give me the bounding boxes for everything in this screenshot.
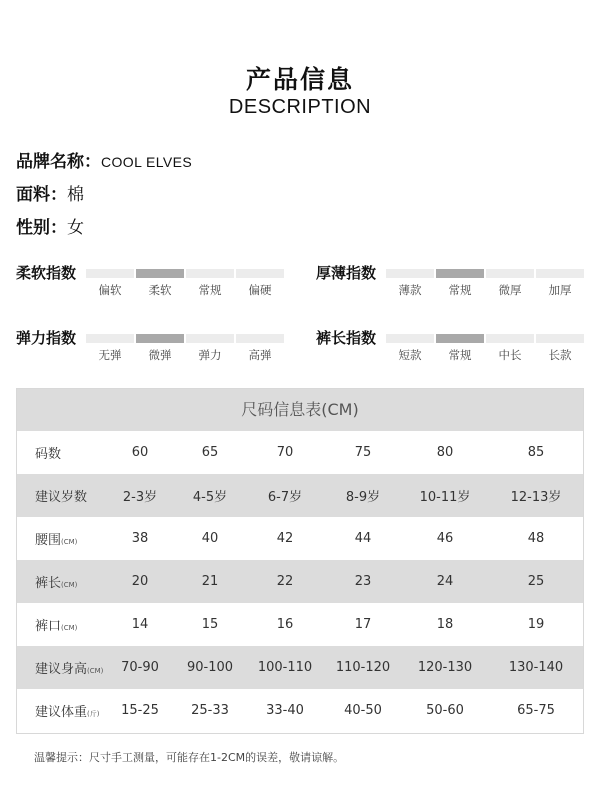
index-option: 中长 (498, 348, 522, 362)
table-row (17, 689, 583, 732)
index-label: 柔软指数 (16, 264, 77, 282)
index-option: 短款 (398, 348, 422, 362)
index-bars (86, 334, 284, 343)
table-cell: 24 (436, 574, 454, 589)
page-title-cn: 产品信息 (245, 65, 354, 94)
index-options (86, 282, 284, 298)
index-label: 厚薄指数 (316, 264, 377, 282)
index-option: 高弹 (248, 348, 272, 362)
info-gender-label: 性别： (16, 218, 67, 238)
table-cell: 130-140 (508, 660, 564, 675)
index-bar (186, 334, 234, 343)
table-cell: 21 (201, 574, 219, 589)
info-fabric-label: 面料： (16, 185, 67, 205)
table-cell: 85 (527, 445, 545, 460)
info-brand (16, 147, 192, 172)
index-bars (386, 269, 584, 278)
table-cell: 15-25 (121, 703, 159, 718)
table-cell: 2-3岁 (122, 490, 158, 505)
table-cell: 65-75 (517, 703, 555, 718)
table-cell: 120-130 (417, 660, 473, 675)
index-bar (436, 269, 484, 278)
table-cell: 16 (276, 617, 294, 632)
row-label: 腰围(CM) (35, 533, 78, 548)
table-row (17, 560, 583, 603)
info-gender (16, 213, 84, 238)
index-option: 微厚 (498, 283, 522, 297)
table-cell: 70-90 (121, 660, 159, 675)
index-option: 弹力 (198, 348, 222, 362)
table-cell: 100-110 (257, 660, 313, 675)
index-bar (86, 334, 134, 343)
index-option: 无弹 (98, 348, 122, 362)
index-bar (536, 334, 584, 343)
index-label: 弹力指数 (16, 329, 77, 347)
info-brand-value: COOL ELVES (101, 154, 193, 170)
index-label: 裤长指数 (316, 329, 377, 347)
table-cell: 110-120 (335, 660, 391, 675)
row-label: 码数 (35, 447, 62, 462)
index-bar (536, 269, 584, 278)
table-cell: 23 (354, 574, 372, 589)
row-label: 建议体重(斤) (35, 705, 100, 720)
table-cell: 48 (527, 531, 545, 546)
page-title-en: DESCRIPTION (228, 96, 372, 118)
row-label: 建议岁数 (35, 490, 88, 505)
index-bar (136, 334, 184, 343)
table-cell: 25-33 (191, 703, 229, 718)
index-option: 薄款 (398, 283, 422, 297)
table-cell: 20 (131, 574, 149, 589)
table-cell: 38 (131, 531, 149, 546)
index-bar (86, 269, 134, 278)
index-option: 微弹 (148, 348, 172, 362)
index-length (316, 327, 586, 367)
table-row (17, 646, 583, 689)
index-bar (386, 334, 434, 343)
info-fabric-value: 棉 (67, 185, 84, 205)
index-option: 柔软 (148, 283, 172, 297)
table-row (17, 517, 583, 560)
info-gender-value: 女 (67, 218, 84, 238)
table-cell: 33-40 (266, 703, 304, 718)
index-bar (186, 269, 234, 278)
row-label: 裤口(CM) (35, 619, 78, 634)
index-bar (486, 269, 534, 278)
index-option: 长款 (548, 348, 572, 362)
index-option: 加厚 (548, 283, 572, 297)
table-cell: 80 (436, 445, 454, 460)
table-cell: 46 (436, 531, 454, 546)
table-cell: 44 (354, 531, 372, 546)
table-cell: 75 (354, 445, 372, 460)
table-cell: 25 (527, 574, 545, 589)
table-row (17, 431, 583, 474)
index-bar (436, 334, 484, 343)
row-label: 裤长(CM) (35, 576, 78, 591)
table-cell: 65 (201, 445, 219, 460)
table-cell: 14 (131, 617, 149, 632)
table-cell: 17 (354, 617, 372, 632)
index-option: 常规 (448, 283, 472, 297)
row-label: 建议身高(CM) (35, 662, 104, 677)
size-table-title: 尺码信息表(CM) (17, 389, 583, 431)
table-cell: 50-60 (426, 703, 464, 718)
table-cell: 40-50 (344, 703, 382, 718)
table-cell: 12-13岁 (510, 490, 562, 505)
table-cell: 8-9岁 (345, 490, 381, 505)
index-bar (236, 269, 284, 278)
index-options (86, 347, 284, 363)
index-bar (386, 269, 434, 278)
table-cell: 42 (276, 531, 294, 546)
table-row (17, 603, 583, 646)
table-cell: 60 (131, 445, 149, 460)
table-cell: 19 (527, 617, 545, 632)
table-cell: 90-100 (186, 660, 234, 675)
info-fabric (16, 180, 84, 205)
index-option: 常规 (198, 283, 222, 297)
table-cell: 22 (276, 574, 294, 589)
table-cell: 18 (436, 617, 454, 632)
index-bar (236, 334, 284, 343)
table-cell: 10-11岁 (419, 490, 471, 505)
table-cell: 40 (201, 531, 219, 546)
measurement-note: 温馨提示：尺寸手工测量，可能存在1-2CM的误差，敬请谅解。 (34, 751, 345, 764)
index-elasticity (16, 327, 286, 367)
info-brand-label: 品牌名称： (16, 152, 101, 172)
index-bars (86, 269, 284, 278)
table-cell: 15 (201, 617, 219, 632)
index-option: 常规 (448, 348, 472, 362)
index-options (386, 282, 584, 298)
index-options (386, 347, 584, 363)
table-cell: 6-7岁 (267, 490, 303, 505)
index-bars (386, 334, 584, 343)
size-table (16, 388, 584, 734)
table-cell: 70 (276, 445, 294, 460)
index-thickness (316, 262, 586, 302)
index-softness (16, 262, 286, 302)
index-option: 偏硬 (248, 283, 272, 297)
index-bar (136, 269, 184, 278)
table-cell: 4-5岁 (192, 490, 228, 505)
index-option: 偏软 (98, 283, 122, 297)
table-row (17, 474, 583, 517)
index-bar (486, 334, 534, 343)
